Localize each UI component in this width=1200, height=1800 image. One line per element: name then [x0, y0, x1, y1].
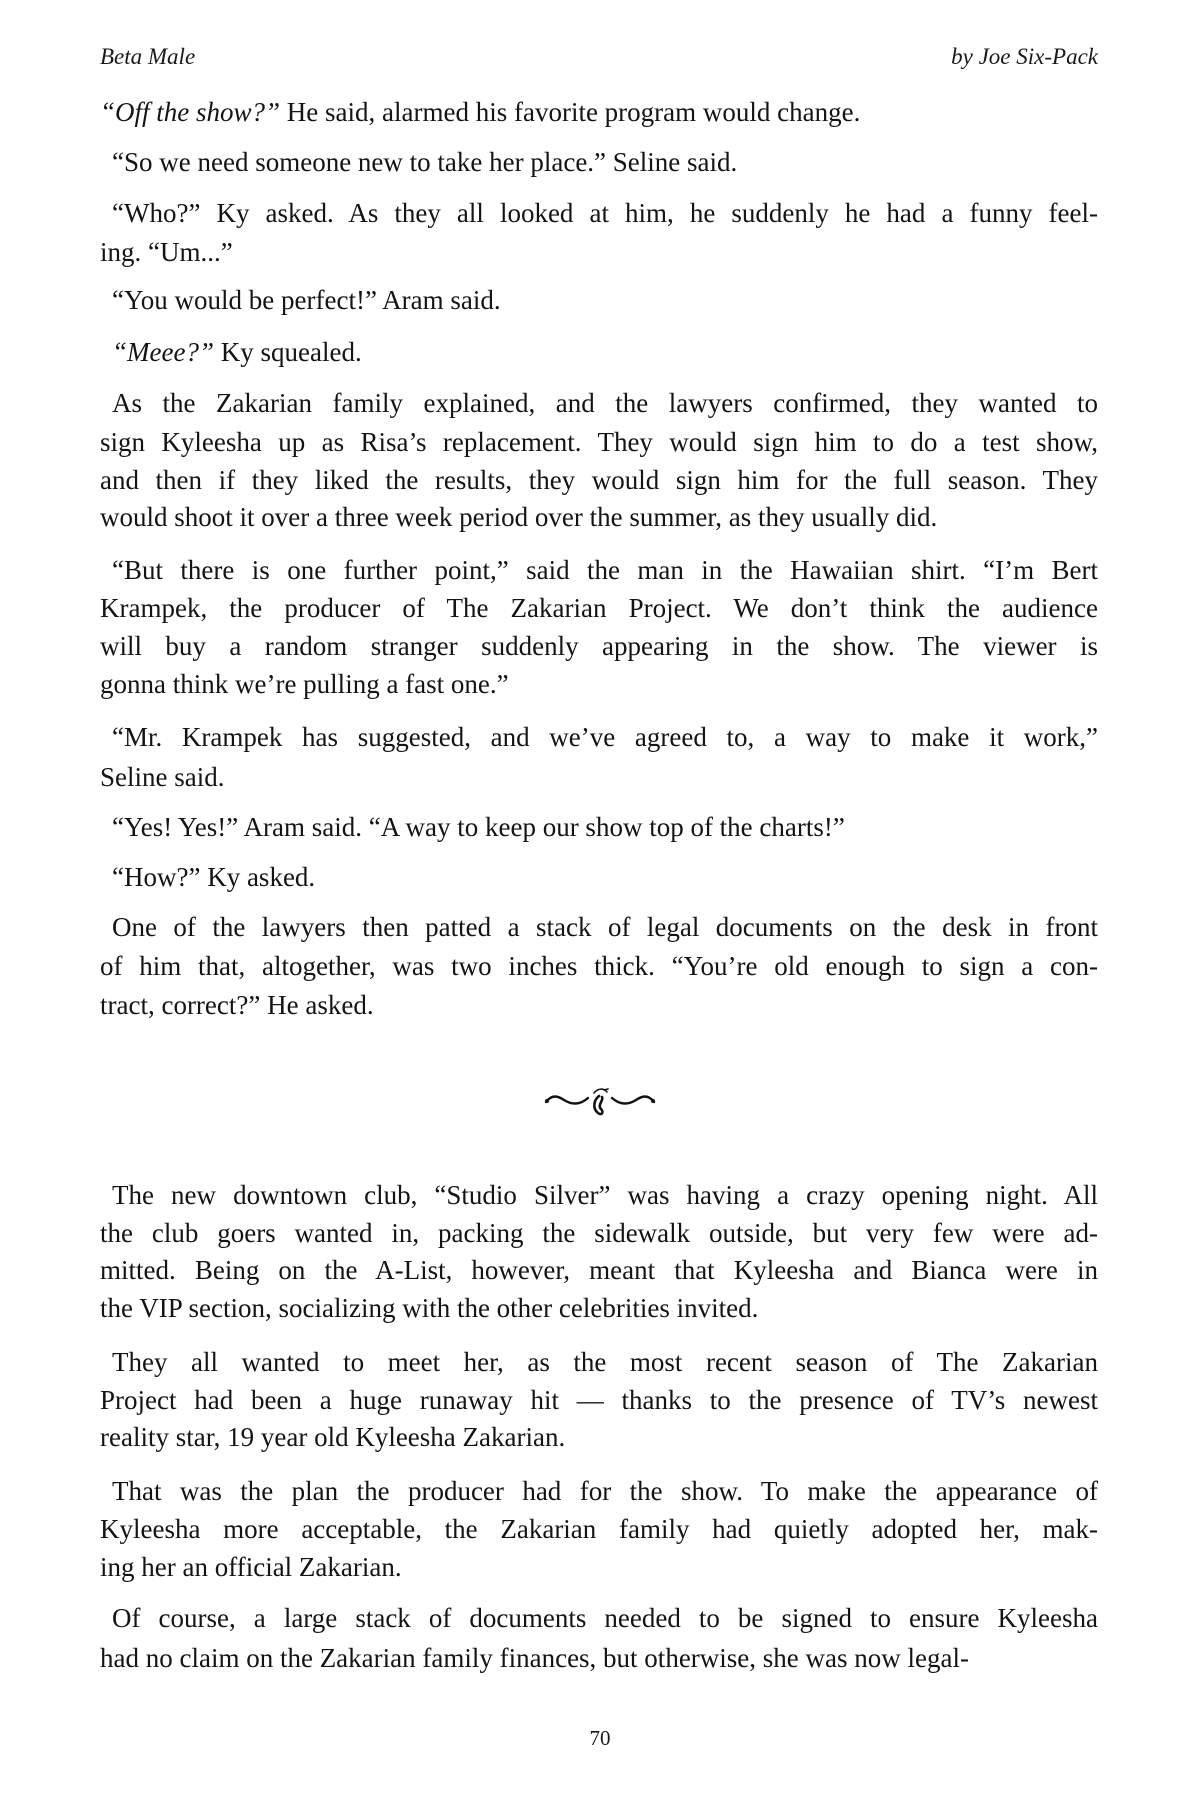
- text-line: [100, 1548, 1098, 1586]
- text-line: [100, 1214, 1098, 1252]
- line-text: reality star, 19 year old Kyleesha Zakarian.: [100, 1422, 566, 1452]
- line-text: Of course, a large stack of documents needed to be signed to ensure Kyleesha: [112, 1603, 1098, 1633]
- running-header-author: by Joe Six-Pack: [951, 44, 1098, 69]
- line-text: ing. “Um...”: [100, 237, 233, 267]
- line-text: Krampek, the producer of The Zakarian Project. We don’t think the audience: [100, 593, 1098, 623]
- text-line: [100, 627, 1098, 665]
- line-text: tract, correct?” He asked.: [100, 990, 374, 1020]
- line-text: the club goers wanted in, packing the sidewalk outside, but very few were ad-: [100, 1218, 1098, 1248]
- line-text: The new downtown club, “Studio Silver” was having a crazy opening night. All: [112, 1180, 1098, 1210]
- text-line: [100, 1418, 1098, 1456]
- text-line: [100, 93, 1098, 131]
- line-text: Seline said.: [100, 762, 225, 792]
- text-line: [100, 1251, 1098, 1289]
- text-line: [100, 947, 1098, 985]
- text-line: [112, 808, 1098, 846]
- italic-span: “Off the show?”: [100, 97, 281, 127]
- text-line: [112, 143, 1098, 181]
- line-text: Project had been a huge runaway hit — thanks to the presence of TV’s newest: [100, 1385, 1098, 1415]
- line-text: He said, alarmed his favorite program would change.: [280, 97, 861, 127]
- line-text: “How?” Ky asked.: [112, 862, 316, 892]
- text-line: [100, 1639, 1098, 1677]
- line-text: One of the lawyers then patted a stack of legal documents on the desk in front: [112, 912, 1098, 942]
- line-text: gonna think we’re pulling a fast one.”: [100, 669, 509, 699]
- line-text: That was the plan the producer had for the show. To make the appearance of: [112, 1476, 1098, 1506]
- text-line: [112, 1599, 1098, 1637]
- text-line: [100, 665, 1098, 703]
- text-line: [112, 1176, 1098, 1214]
- text-line: [112, 858, 1098, 896]
- text-line: [100, 1289, 1098, 1327]
- text-line: [112, 1343, 1098, 1381]
- text-line: [100, 589, 1098, 627]
- line-text: will buy a random stranger suddenly appearing in the show. The viewer is: [100, 631, 1098, 661]
- line-text: They all wanted to meet her, as the most recent season of The Zakarian: [112, 1347, 1098, 1377]
- text-line: [112, 718, 1098, 756]
- line-text: “Who?” Ky asked. As they all looked at him, he suddenly he had a funny feel-: [112, 198, 1098, 228]
- line-text: and then if they liked the results, they would sign him for the full season. They: [100, 465, 1098, 495]
- line-text: As the Zakarian family explained, and the lawyers confirmed, they wanted to: [112, 388, 1098, 418]
- line-text: sign Kyleesha up as Risa’s replacement. They would sign him to do a test show,: [100, 427, 1098, 457]
- text-line: [112, 908, 1098, 946]
- line-text: would shoot it over a three week period over the summer, as they usually did.: [100, 502, 938, 532]
- text-line: [112, 333, 1098, 371]
- line-text: “But there is one further point,” said the man in the Hawaiian shirt. “I’m Bert: [112, 555, 1098, 585]
- line-text: “So we need someone new to take her place.” Seline said.: [112, 147, 738, 177]
- text-line: [100, 758, 1098, 796]
- text-line: [112, 551, 1098, 589]
- text-line: [112, 281, 1098, 319]
- line-text: ing her an official Zakarian.: [100, 1552, 402, 1582]
- running-header-title: Beta Male: [100, 44, 196, 69]
- fleuron-divider-icon: [544, 1084, 656, 1122]
- line-text: “Yes! Yes!” Aram said. “A way to keep our show top of the charts!”: [112, 812, 845, 842]
- text-line: [112, 1472, 1098, 1510]
- text-line: [112, 194, 1098, 232]
- text-line: [100, 423, 1098, 461]
- page-number: 70: [589, 1726, 611, 1750]
- line-text: the VIP section, socializing with the other celebrities invited.: [100, 1293, 759, 1323]
- italic-span: “Meee?”: [112, 337, 214, 367]
- line-text: “You would be perfect!” Aram said.: [112, 285, 501, 315]
- line-text: Ky squealed.: [213, 337, 362, 367]
- text-line: [100, 1510, 1098, 1548]
- line-text: mitted. Being on the A-List, however, meant that Kyleesha and Bianca were in: [100, 1255, 1098, 1285]
- text-line: [112, 384, 1098, 422]
- text-line: [100, 498, 1098, 536]
- line-text: “Mr. Krampek has suggested, and we’ve agreed to, a way to make it work,”: [112, 722, 1098, 752]
- text-line: [100, 461, 1098, 499]
- line-text: of him that, altogether, was two inches thick. “You’re old enough to sign a con-: [100, 951, 1098, 981]
- text-line: [100, 233, 1098, 271]
- text-line: [100, 1381, 1098, 1419]
- text-line: [100, 986, 1098, 1024]
- line-text: had no claim on the Zakarian family finances, but otherwise, she was now legal-: [100, 1643, 969, 1673]
- line-text: Kyleesha more acceptable, the Zakarian family had quietly adopted her, mak-: [100, 1514, 1098, 1544]
